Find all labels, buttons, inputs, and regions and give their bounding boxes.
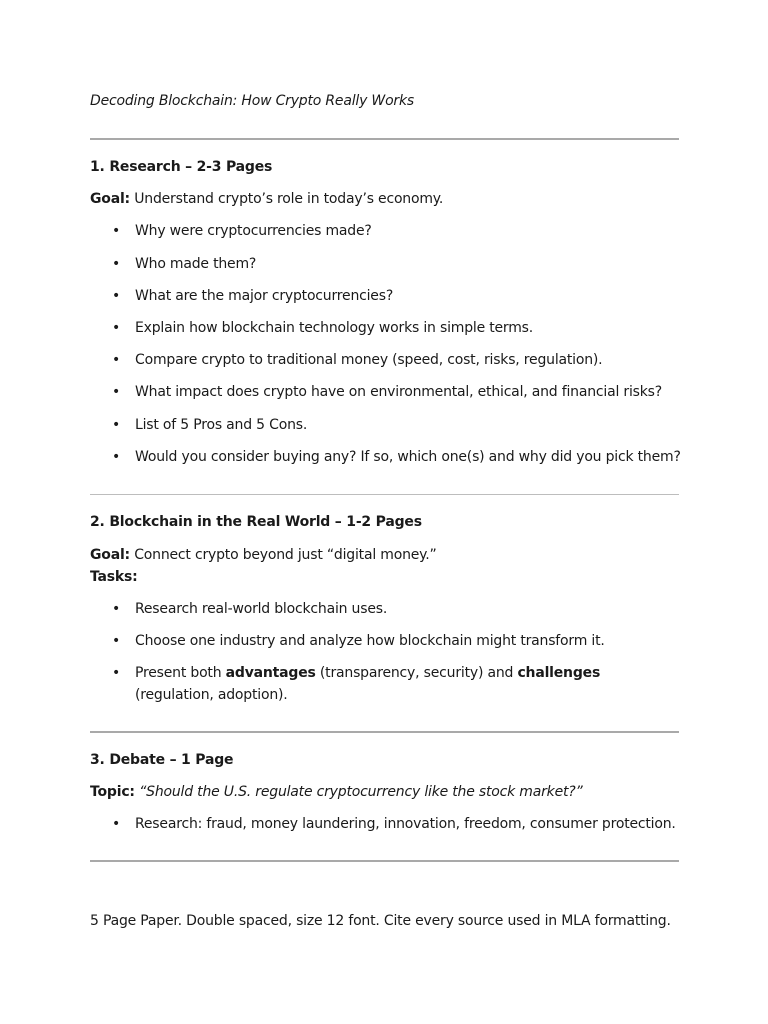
section-2-goal bbox=[90, 545, 437, 565]
bullet-glyph: • bbox=[112, 417, 121, 433]
list-item: Who made them? bbox=[135, 256, 257, 272]
goal-text: Understand crypto’s role in today’s economy. bbox=[134, 191, 444, 207]
list-item: Compare crypto to traditional money (speed, cost, risks, regulation). bbox=[135, 352, 603, 368]
list-item bbox=[135, 662, 665, 706]
section-3-heading: 3. Debate – 1 Page bbox=[90, 752, 234, 768]
topic-text: “Should the U.S. regulate cryptocurrency like the stock market?” bbox=[139, 784, 583, 800]
bullet-glyph: • bbox=[112, 256, 121, 272]
bullet-glyph: • bbox=[112, 288, 121, 304]
section-1-heading: 1. Research – 2-3 Pages bbox=[90, 159, 273, 175]
bullet-glyph: • bbox=[112, 816, 121, 832]
document-title: Decoding Blockchain: How Crypto Really Works bbox=[90, 93, 414, 109]
divider bbox=[90, 494, 679, 495]
rich-text-part: (regulation, adoption). bbox=[135, 687, 288, 703]
list-item: Would you consider buying any? If so, which one(s) and why did you pick them? bbox=[135, 449, 681, 465]
challenges-emphasis: challenges bbox=[517, 665, 601, 681]
goal-label: Goal: bbox=[90, 547, 130, 563]
bullet-glyph: • bbox=[112, 320, 121, 336]
divider bbox=[90, 138, 679, 140]
section-1-goal bbox=[90, 189, 443, 209]
rich-text-part: Present both bbox=[135, 665, 226, 681]
bullet-glyph: • bbox=[112, 223, 121, 239]
bullet-glyph: • bbox=[112, 633, 121, 649]
bullet-glyph: • bbox=[112, 352, 121, 368]
topic-label: Topic: bbox=[90, 784, 135, 800]
list-item: Research: fraud, money laundering, innovation, freedom, consumer protection. bbox=[135, 816, 676, 832]
divider bbox=[90, 860, 679, 862]
list-item: What impact does crypto have on environmental, ethical, and financial risks? bbox=[135, 384, 662, 400]
bullet-glyph: • bbox=[112, 601, 121, 617]
list-item: Choose one industry and analyze how blockchain might transform it. bbox=[135, 633, 605, 649]
divider bbox=[90, 731, 679, 733]
list-item: Research real-world blockchain uses. bbox=[135, 601, 388, 617]
section-3-topic bbox=[90, 782, 583, 802]
bullet-glyph: • bbox=[112, 665, 121, 681]
advantages-emphasis: advantages bbox=[225, 665, 316, 681]
list-item: List of 5 Pros and 5 Cons. bbox=[135, 417, 308, 433]
bullet-glyph: • bbox=[112, 449, 121, 465]
list-item: Why were cryptocurrencies made? bbox=[135, 223, 372, 239]
list-item: What are the major cryptocurrencies? bbox=[135, 288, 394, 304]
goal-label: Goal: bbox=[90, 191, 130, 207]
footer-note: 5 Page Paper. Double spaced, size 12 font. Cite every source used in MLA formatting. bbox=[90, 913, 671, 929]
goal-text: Connect crypto beyond just “digital money.” bbox=[134, 547, 437, 563]
rich-text-part: (transparency, security) and bbox=[315, 665, 518, 681]
section-2-heading: 2. Blockchain in the Real World – 1-2 Pages bbox=[90, 514, 422, 530]
bullet-glyph: • bbox=[112, 384, 121, 400]
list-item: Explain how blockchain technology works in simple terms. bbox=[135, 320, 534, 336]
tasks-label: Tasks: bbox=[90, 569, 138, 585]
